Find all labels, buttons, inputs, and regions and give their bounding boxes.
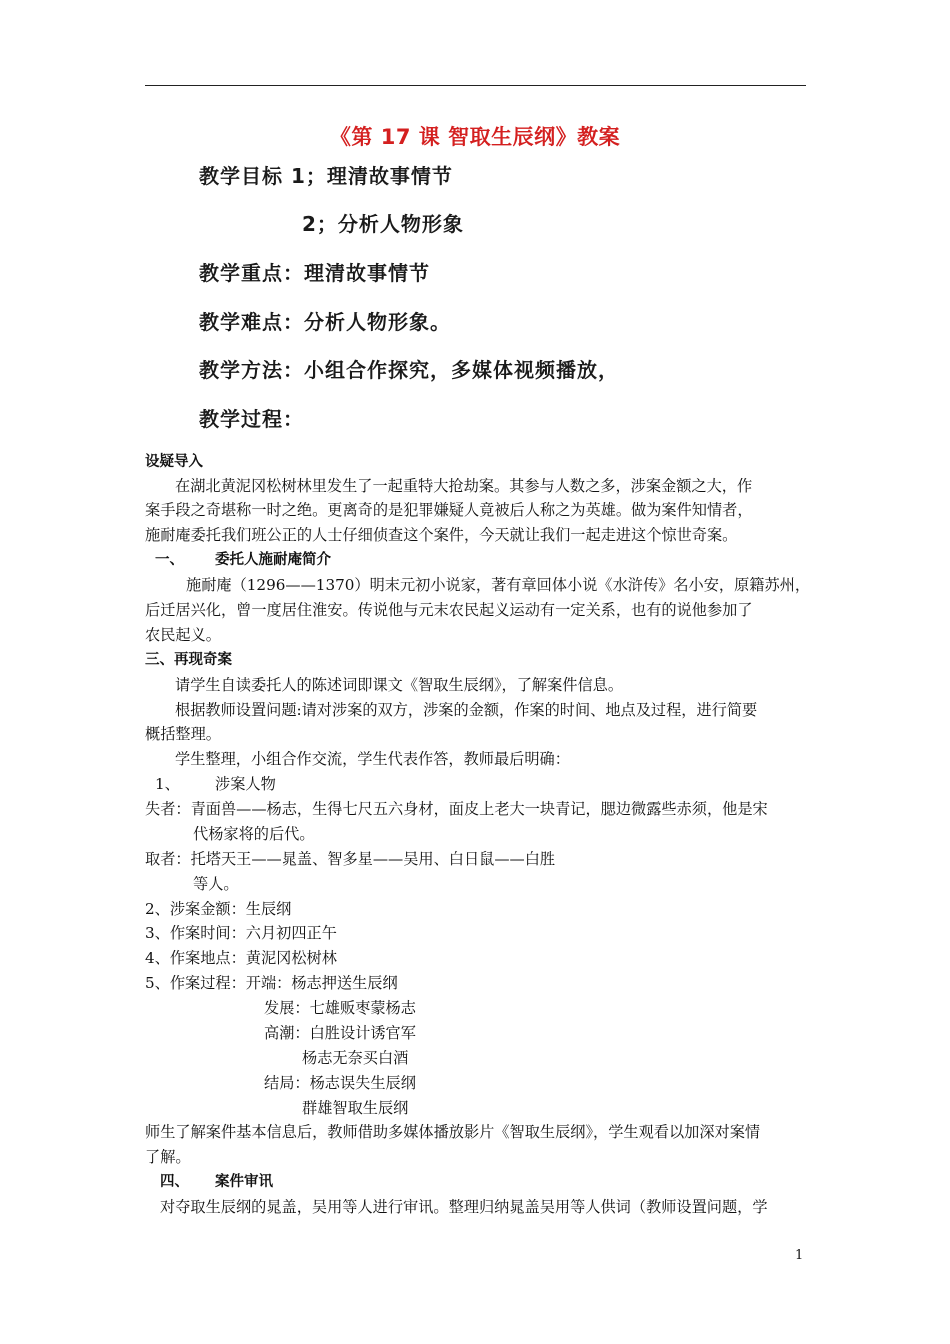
objective-1: 教学目标 1；理清故事情节 <box>199 164 453 188</box>
teaching-method: 教学方法：小组合作探究，多媒体视频播放， <box>199 358 619 382</box>
case-taker: 取者：托塔天王——晁盖、智多星——吴用、白日鼠——白胜 <box>145 850 556 868</box>
key-point: 教学重点：理清故事情节 <box>199 261 430 285</box>
section4-number: 四、 <box>160 1174 189 1190</box>
case-loser-cont: 代杨家将的后代。 <box>193 825 315 843</box>
section1-number: 一、 <box>155 552 184 568</box>
case-ending: 结局：杨志误失生辰纲 <box>264 1074 416 1092</box>
section3-paragraph-line: 请学生自读委托人的陈述词即课文《智取生辰纲》，了解案件信息。 <box>175 676 624 694</box>
case-amount: 2、涉案金额：生辰纲 <box>145 900 292 918</box>
page-number: 1 <box>795 1248 804 1263</box>
case-development: 发展：七雄贩枣蒙杨志 <box>264 999 416 1017</box>
case-place: 4、作案地点：黄泥冈松树林 <box>145 949 337 967</box>
objective-2: 2；分析人物形象 <box>302 212 464 236</box>
case-climax: 高潮：白胜设计诱官军 <box>264 1024 416 1042</box>
section4-heading: 案件审讯 <box>215 1174 273 1190</box>
case-process: 5、作案过程：开端：杨志押送生辰纲 <box>145 974 398 992</box>
section1-paragraph-line: 施耐庵（1296——1370）明末元初小说家，著有章回体小说《水浒传》名小安，原籍苏州， <box>186 576 811 594</box>
after-paragraph-line: 了解。 <box>145 1148 191 1166</box>
section3-paragraph-line: 学生整理，小组合作交流，学生代表作答，教师最后明确： <box>175 750 570 768</box>
case-climax-cont: 杨志无奈买白酒 <box>302 1049 409 1067</box>
intro-paragraph-line: 案手段之奇堪称一时之绝。更离奇的是犯罪嫌疑人竟被后人称之为英雄。做为案件知情者， <box>145 501 753 519</box>
intro-paragraph-line: 施耐庵委托我们班公正的人士仔细侦查这个案件，今天就让我们一起走进这个惊世奇案。 <box>145 526 738 544</box>
intro-heading: 设疑导入 <box>145 454 203 470</box>
case-time: 3、作案时间：六月初四正午 <box>145 924 337 942</box>
section1-heading: 委托人施耐庵简介 <box>215 552 331 568</box>
case-item-label: 涉案人物 <box>215 775 276 793</box>
after-paragraph-line: 师生了解案件基本信息后，教师借助多媒体播放影片《智取生辰纲》，学生观看以加深对案情 <box>145 1123 761 1141</box>
section3-heading: 三、再现奇案 <box>145 652 232 668</box>
section1-paragraph-line: 后迁居兴化，曾一度居住淮安。传说他与元末农民起义运动有一定关系，也有的说他参加了 <box>145 601 753 619</box>
difficulty: 教学难点：分析人物形象。 <box>199 310 451 334</box>
case-taker-cont: 等人。 <box>193 875 239 893</box>
section3-paragraph-line: 根据教师设置问题:请对涉案的双方，涉案的金额，作案的时间、地点及过程，进行简要 <box>175 701 758 719</box>
case-ending-cont: 群雄智取生辰纲 <box>302 1099 409 1117</box>
case-item-number: 1、 <box>155 775 180 793</box>
intro-paragraph-line: 在湖北黄泥冈松树林里发生了一起重特大抢劫案。其参与人数之多，涉案金额之大，作 <box>175 477 753 495</box>
teaching-process: 教学过程： <box>199 407 304 431</box>
case-loser: 失者：青面兽——杨志，生得七尺五六身材，面皮上老大一块青记，腮边微露些赤须，他是宋 <box>145 800 768 818</box>
header-rule <box>145 85 806 86</box>
section1-paragraph-line: 农民起义。 <box>145 626 221 644</box>
document-title: 《第 17 课 智取生辰纲》教案 <box>329 125 621 149</box>
section4-paragraph-line: 对夺取生辰纲的晁盖，吴用等人进行审讯。整理归纳晁盖吴用等人供词（教师设置问题，学 <box>160 1198 768 1216</box>
section3-paragraph-line: 概括整理。 <box>145 725 221 743</box>
